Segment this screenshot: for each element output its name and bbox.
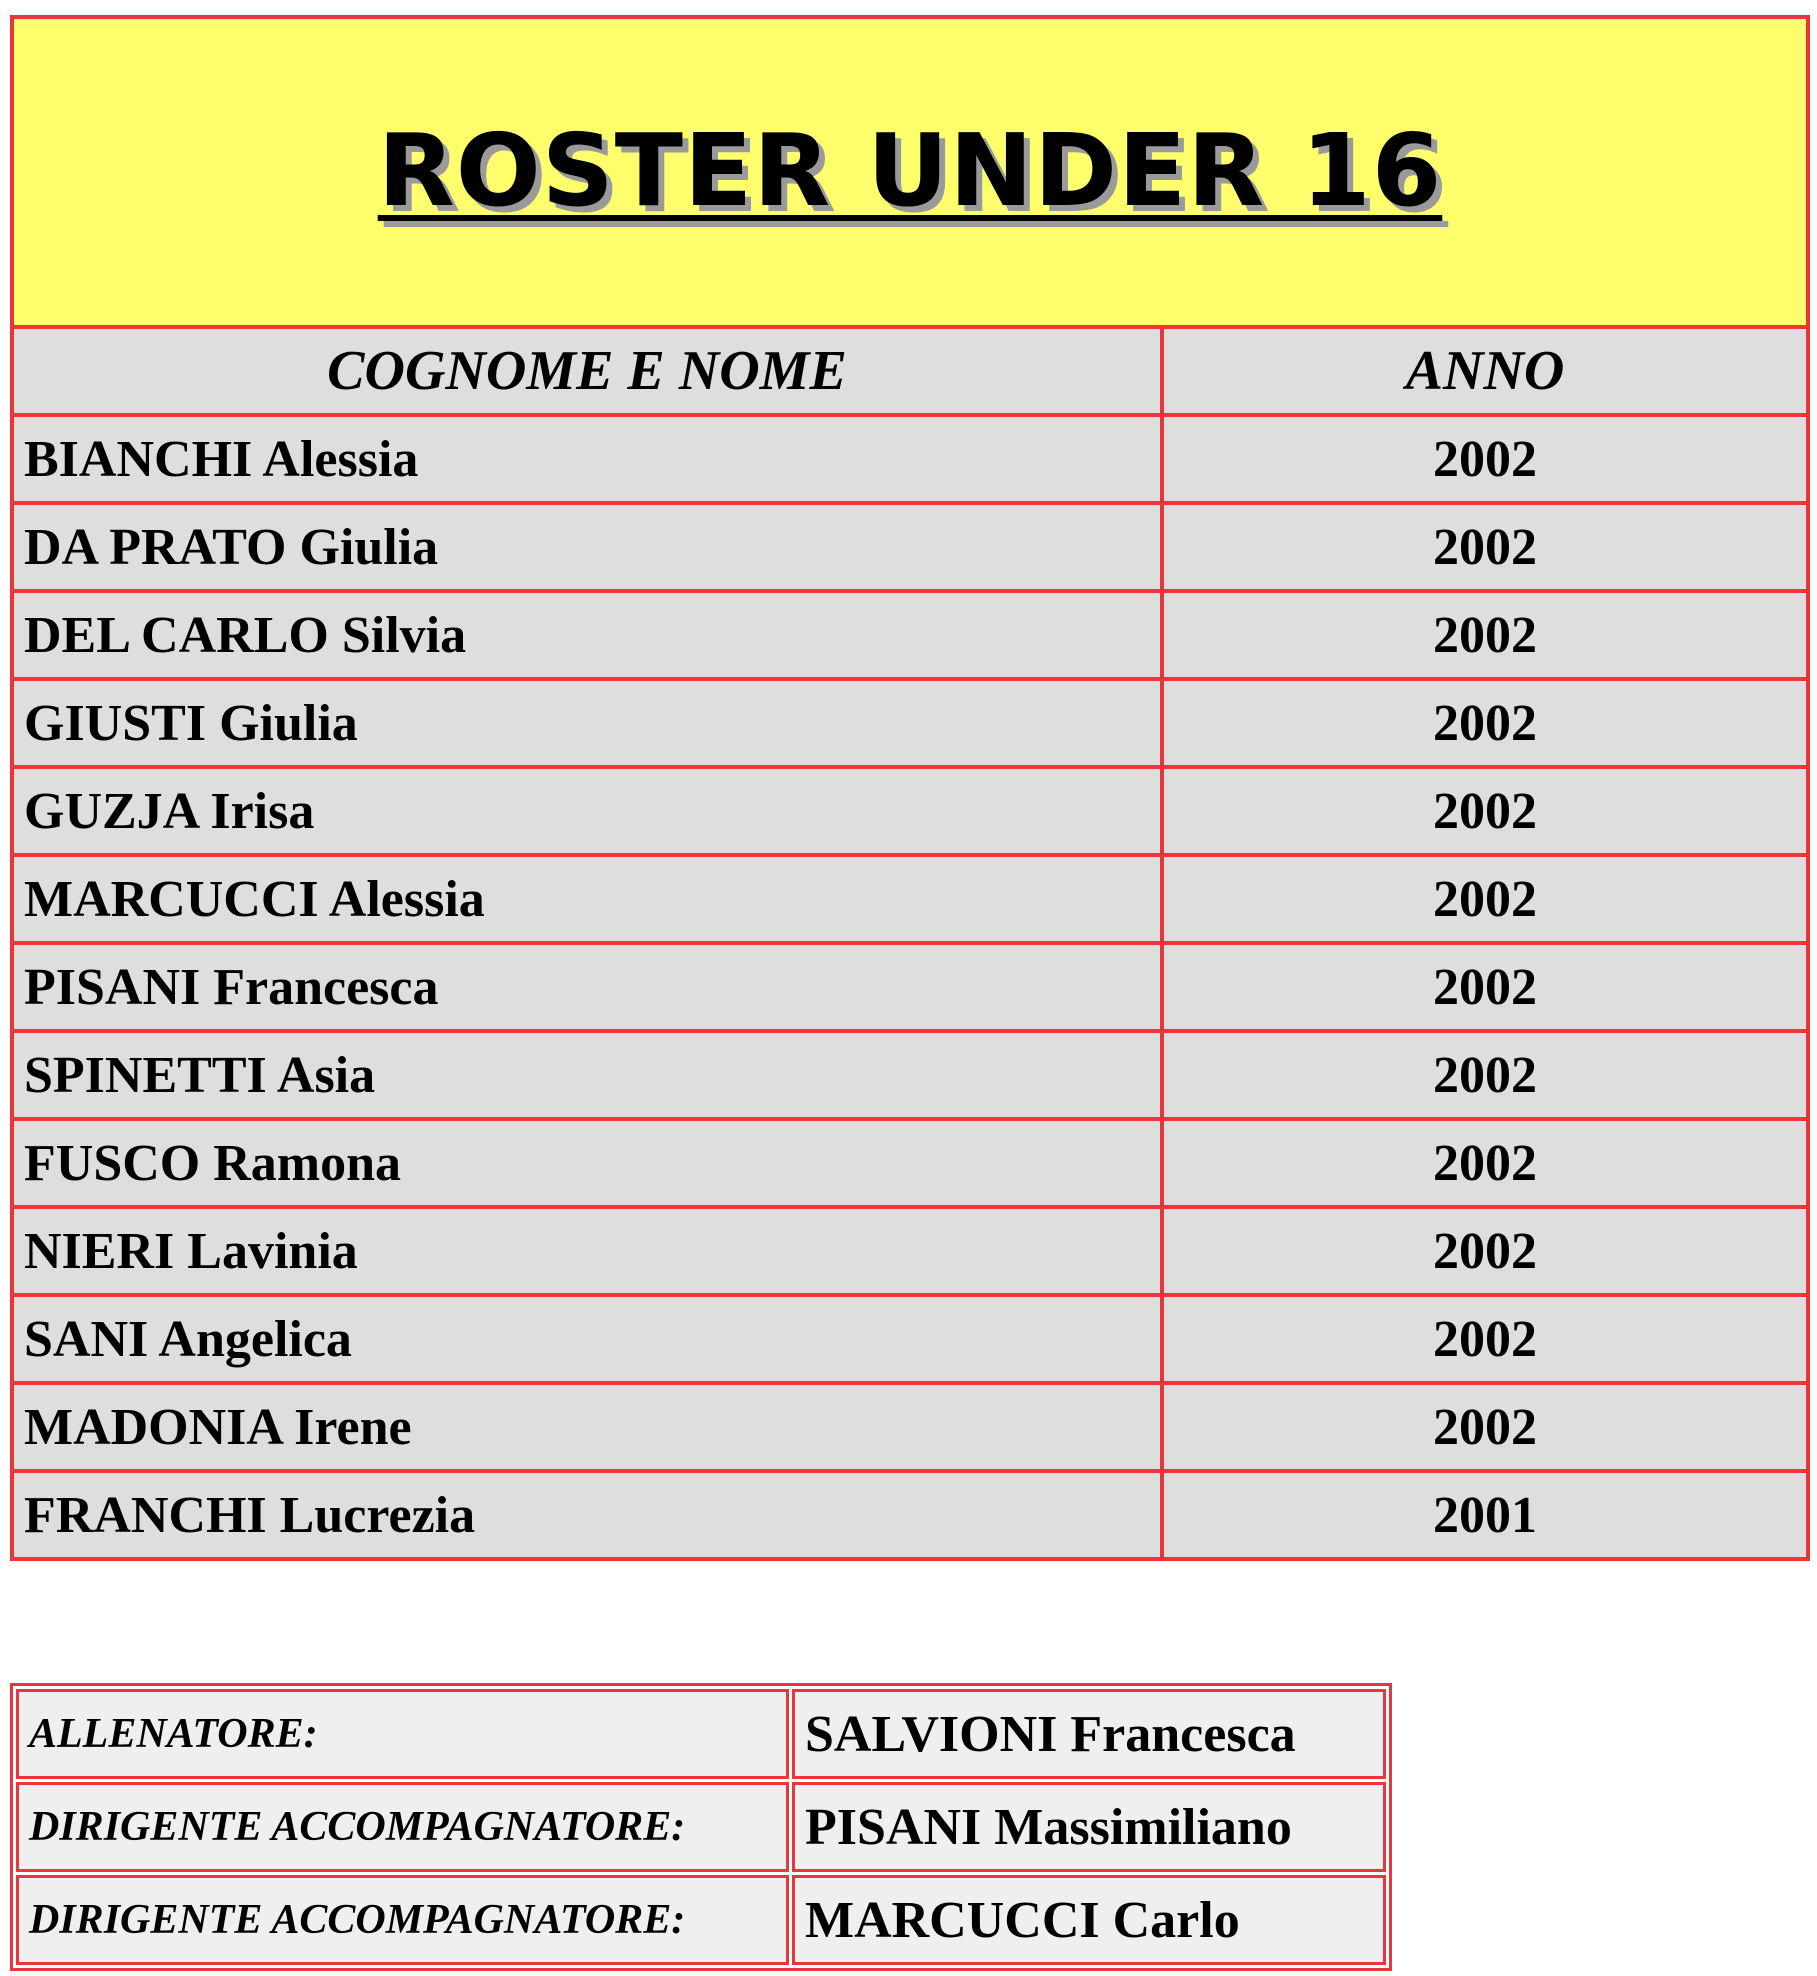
table-row — [12, 1031, 1808, 1119]
player-year: 2002 — [1162, 1031, 1808, 1119]
table-row — [12, 1383, 1808, 1471]
player-name: MADONIA Irene — [12, 1383, 1162, 1471]
player-name: DA PRATO Giulia — [12, 503, 1162, 591]
player-name: BIANCHI Alessia — [12, 415, 1162, 503]
player-name: SPINETTI Asia — [12, 1031, 1162, 1119]
column-header-name: COGNOME E NOME — [12, 327, 1162, 415]
table-row — [12, 503, 1808, 591]
staff-role: ALLENATORE: — [16, 1689, 789, 1779]
player-year: 2002 — [1162, 943, 1808, 1031]
player-name: MARCUCCI Alessia — [12, 855, 1162, 943]
staff-role: DIRIGENTE ACCOMPAGNATORE: — [16, 1875, 789, 1965]
player-name: PISANI Francesca — [12, 943, 1162, 1031]
player-name: FUSCO Ramona — [12, 1119, 1162, 1207]
table-row — [12, 679, 1808, 767]
staff-person: MARCUCCI Carlo — [792, 1875, 1386, 1965]
player-year: 2002 — [1162, 591, 1808, 679]
player-year: 2002 — [1162, 767, 1808, 855]
header-row — [12, 327, 1808, 415]
player-year: 2002 — [1162, 679, 1808, 767]
staff-person: PISANI Massimiliano — [792, 1782, 1386, 1872]
player-year: 2002 — [1162, 1119, 1808, 1207]
column-header-year: ANNO — [1162, 327, 1808, 415]
table-row — [12, 591, 1808, 679]
table-row — [12, 1471, 1808, 1559]
staff-role: DIRIGENTE ACCOMPAGNATORE: — [16, 1782, 789, 1872]
staff-row — [16, 1875, 1386, 1965]
player-year: 2002 — [1162, 855, 1808, 943]
player-name: GIUSTI Giulia — [12, 679, 1162, 767]
player-year: 2002 — [1162, 1295, 1808, 1383]
player-year: 2002 — [1162, 1207, 1808, 1295]
player-year: 2002 — [1162, 503, 1808, 591]
roster-table — [10, 15, 1810, 1561]
table-row — [12, 1119, 1808, 1207]
table-row — [12, 1295, 1808, 1383]
staff-row — [16, 1782, 1386, 1872]
staff-row — [16, 1689, 1386, 1779]
table-row — [12, 1207, 1808, 1295]
player-name: SANI Angelica — [12, 1295, 1162, 1383]
staff-table — [10, 1683, 1392, 1971]
player-year: 2002 — [1162, 1383, 1808, 1471]
title-cell — [12, 17, 1808, 327]
page-title: ROSTER UNDER 16 — [377, 112, 1443, 229]
player-name: NIERI Lavinia — [12, 1207, 1162, 1295]
title-row — [12, 17, 1808, 327]
table-row — [12, 415, 1808, 503]
staff-person: SALVIONI Francesca — [792, 1689, 1386, 1779]
table-row — [12, 767, 1808, 855]
player-year: 2002 — [1162, 415, 1808, 503]
table-row — [12, 855, 1808, 943]
player-year: 2001 — [1162, 1471, 1808, 1559]
player-name: FRANCHI Lucrezia — [12, 1471, 1162, 1559]
table-row — [12, 943, 1808, 1031]
player-name: DEL CARLO Silvia — [12, 591, 1162, 679]
player-name: GUZJA Irisa — [12, 767, 1162, 855]
